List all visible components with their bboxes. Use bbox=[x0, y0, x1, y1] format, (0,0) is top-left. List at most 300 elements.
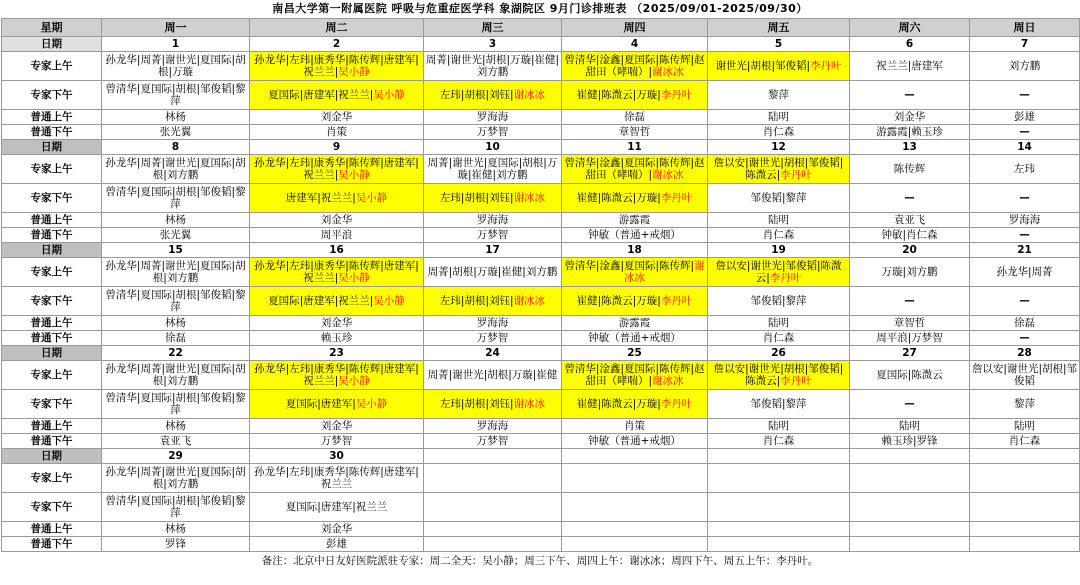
expert-pm-cell bbox=[970, 390, 1080, 419]
date-cell bbox=[424, 449, 562, 464]
doctor-names: 曾清华|夏国际|胡根|邹俊韬|黎萍 bbox=[105, 392, 246, 416]
normal-pm-cell: 钟敏（普通+戒烟） bbox=[562, 331, 708, 346]
date-label: 日期 bbox=[2, 140, 102, 155]
normal-pm-row bbox=[2, 434, 1080, 449]
normal-am-cell: 罗海海 bbox=[424, 213, 562, 228]
doctor-names: 左玮|胡根|刘钰| bbox=[439, 89, 514, 101]
date-cell: 5 bbox=[708, 37, 850, 52]
doctor-names: 曾清华|夏国际|胡根|邹俊韬|黎萍 bbox=[105, 186, 246, 210]
expert-am-label: 专家上午 bbox=[2, 155, 102, 184]
normal-am-cell: 游露霞 bbox=[562, 316, 708, 331]
expert-am-cell bbox=[562, 52, 708, 81]
date-cell: 19 bbox=[708, 243, 850, 258]
date-cell: 13 bbox=[850, 140, 970, 155]
doctor-names: 詹以安|谢世光|胡根|邹俊韬|陈溦云| bbox=[713, 157, 844, 181]
visiting-expert-name: 谢冰冰 bbox=[652, 66, 684, 78]
expert-pm-label: 专家下午 bbox=[2, 287, 102, 316]
doctor-names: 曾清华|淦鑫|夏国际|陈传辉| bbox=[564, 260, 695, 272]
normal-pm-cell: — bbox=[970, 331, 1080, 346]
expert-pm-cell bbox=[708, 184, 850, 213]
expert-am-label: 专家上午 bbox=[2, 361, 102, 390]
date-row bbox=[2, 140, 1080, 155]
date-cell: 20 bbox=[850, 243, 970, 258]
normal-pm-cell: 周平浪|万梦智 bbox=[850, 331, 970, 346]
visiting-expert-name: 谢冰冰 bbox=[624, 260, 705, 284]
expert-am-cell bbox=[708, 361, 850, 390]
doctor-names: 詹以安|谢世光|胡根|邹俊韬 bbox=[971, 363, 1078, 387]
normal-am-label: 普通上午 bbox=[2, 522, 102, 537]
doctor-names: 曾清华|淦鑫|夏国际|陈传辉|赵甜田（哮喘）| bbox=[564, 157, 705, 181]
expert-am-cell bbox=[102, 464, 250, 493]
normal-am-cell: 林杨 bbox=[102, 110, 250, 125]
normal-am-cell: 刘金华 bbox=[250, 522, 424, 537]
expert-pm-cell bbox=[102, 81, 250, 110]
doctor-names: 左玮|胡根|刘钰| bbox=[439, 295, 514, 307]
expert-pm-cell bbox=[250, 81, 424, 110]
visiting-expert-name: 吴小静 bbox=[355, 398, 388, 410]
normal-pm-cell: 肖仁森 bbox=[970, 434, 1080, 449]
doctor-names: 黎萍 bbox=[1014, 398, 1035, 410]
doctor-names: 陈传辉 bbox=[893, 163, 926, 175]
expert-am-cell bbox=[708, 52, 850, 81]
normal-am-cell: 林杨 bbox=[102, 419, 250, 434]
expert-pm-row bbox=[2, 81, 1080, 110]
doctor-names: 谢世光|胡根|邹俊韬| bbox=[715, 60, 811, 72]
expert-pm-cell bbox=[102, 493, 250, 522]
expert-am-row bbox=[2, 361, 1080, 390]
doctor-names: 夏国际|陈溦云 bbox=[876, 369, 943, 381]
normal-am-cell: 罗海海 bbox=[424, 316, 562, 331]
doctor-names: 孙龙华|周菁|谢世光|夏国际|胡根|刘方鹏 bbox=[105, 466, 246, 490]
visiting-expert-name: 李丹叶 bbox=[780, 375, 812, 387]
doctor-names: 詹以安|谢世光|邹俊韬|陈溦云| bbox=[715, 260, 842, 284]
date-cell: 4 bbox=[562, 37, 708, 52]
expert-pm-row bbox=[2, 184, 1080, 213]
doctor-names: 孙龙华|左玮|康秀华|陈传辉|唐建军|祝兰兰| bbox=[254, 363, 419, 387]
expert-am-cell bbox=[970, 155, 1080, 184]
expert-pm-cell bbox=[250, 184, 424, 213]
expert-pm-cell bbox=[970, 184, 1080, 213]
date-row bbox=[2, 346, 1080, 361]
expert-am-cell bbox=[562, 361, 708, 390]
normal-pm-cell: — bbox=[970, 125, 1080, 140]
visiting-expert-name: 李丹叶 bbox=[660, 192, 693, 204]
doctor-names: 祝兰兰|唐建军 bbox=[876, 60, 943, 72]
expert-am-cell bbox=[102, 361, 250, 390]
visiting-expert-name: 李丹叶 bbox=[810, 60, 842, 72]
expert-pm-cell bbox=[424, 493, 562, 522]
doctor-names: 夏国际|唐建军| bbox=[285, 398, 356, 410]
date-cell: 14 bbox=[970, 140, 1080, 155]
date-cell: 2 bbox=[250, 37, 424, 52]
visiting-expert-name: 谢冰冰 bbox=[513, 295, 546, 307]
expert-am-cell bbox=[562, 464, 708, 493]
expert-am-row bbox=[2, 155, 1080, 184]
date-cell: 18 bbox=[562, 243, 708, 258]
normal-pm-label: 普通下午 bbox=[2, 331, 102, 346]
date-cell: 1 bbox=[102, 37, 250, 52]
expert-pm-cell bbox=[708, 81, 850, 110]
normal-am-row bbox=[2, 419, 1080, 434]
visiting-expert-name: 吴小静 bbox=[355, 192, 388, 204]
expert-am-label: 专家上午 bbox=[2, 464, 102, 493]
normal-pm-cell: 徐磊 bbox=[102, 331, 250, 346]
doctor-names: 孙龙华|左玮|康秀华|陈传辉|唐建军|祝兰兰| bbox=[254, 54, 419, 78]
expert-pm-cell bbox=[424, 81, 562, 110]
schedule-title: 南昌大学第一附属医院 呼吸与危重症医学科 象湖院区 9月门诊排班表 （2025/09/01-2025/09/30） bbox=[272, 2, 808, 15]
doctor-names: 周菁|谢世光|胡根|万璇|崔健|刘方鹏 bbox=[425, 54, 560, 78]
visiting-expert-name: 谢冰冰 bbox=[513, 89, 546, 101]
expert-am-cell bbox=[250, 464, 424, 493]
normal-am-cell: 徐磊 bbox=[562, 110, 708, 125]
normal-pm-label: 普通下午 bbox=[2, 228, 102, 243]
date-cell: 10 bbox=[424, 140, 562, 155]
expert-pm-cell bbox=[250, 287, 424, 316]
doctor-names: — bbox=[904, 192, 915, 204]
doctor-names: — bbox=[1019, 89, 1030, 101]
expert-pm-label: 专家下午 bbox=[2, 184, 102, 213]
doctor-names: 孙龙华|周菁|谢世光|夏国际|胡根|刘方鹏 bbox=[105, 157, 246, 181]
normal-pm-label: 普通下午 bbox=[2, 125, 102, 140]
normal-am-row bbox=[2, 213, 1080, 228]
expert-am-cell bbox=[562, 258, 708, 287]
expert-pm-cell bbox=[708, 390, 850, 419]
expert-pm-cell bbox=[850, 493, 970, 522]
doctor-names: 黎萍 bbox=[768, 89, 789, 101]
normal-pm-cell: 张光翼 bbox=[102, 125, 250, 140]
expert-pm-cell bbox=[424, 390, 562, 419]
normal-pm-cell: 周平浪 bbox=[250, 228, 424, 243]
normal-am-cell: 陆明 bbox=[708, 316, 850, 331]
expert-pm-cell bbox=[424, 184, 562, 213]
normal-am-cell: 林杨 bbox=[102, 522, 250, 537]
expert-pm-cell bbox=[562, 287, 708, 316]
normal-am-label: 普通上午 bbox=[2, 213, 102, 228]
expert-pm-cell bbox=[850, 184, 970, 213]
normal-am-cell: 林杨 bbox=[102, 316, 250, 331]
date-cell bbox=[708, 449, 850, 464]
normal-pm-cell bbox=[970, 537, 1080, 552]
visiting-expert-name: 李丹叶 bbox=[660, 89, 693, 101]
expert-am-row bbox=[2, 464, 1080, 493]
expert-am-cell bbox=[424, 52, 562, 81]
expert-am-cell bbox=[970, 258, 1080, 287]
normal-pm-cell: 章智哲 bbox=[562, 125, 708, 140]
doctor-names: 孙龙华|左玮|康秀华|陈传辉|唐建军|祝兰兰| bbox=[254, 260, 419, 284]
date-cell: 25 bbox=[562, 346, 708, 361]
normal-pm-cell bbox=[708, 537, 850, 552]
expert-pm-cell bbox=[102, 184, 250, 213]
normal-pm-row bbox=[2, 228, 1080, 243]
visiting-expert-name: 谢冰冰 bbox=[652, 375, 684, 387]
expert-pm-cell bbox=[970, 81, 1080, 110]
normal-pm-cell: 肖仁森 bbox=[708, 331, 850, 346]
expert-pm-cell bbox=[970, 287, 1080, 316]
schedule-table bbox=[1, 18, 1080, 552]
visiting-expert-name: 谢冰冰 bbox=[513, 192, 546, 204]
doctor-names: 曾清华|夏国际|胡根|邹俊韬|黎萍 bbox=[105, 495, 246, 519]
header-day-mon: 周一 bbox=[102, 19, 250, 37]
date-cell: 12 bbox=[708, 140, 850, 155]
expert-am-cell bbox=[250, 361, 424, 390]
date-cell: 17 bbox=[424, 243, 562, 258]
normal-pm-cell bbox=[850, 537, 970, 552]
expert-pm-cell bbox=[102, 287, 250, 316]
date-cell: 26 bbox=[708, 346, 850, 361]
normal-pm-cell: 钟敏（普通+戒烟） bbox=[562, 228, 708, 243]
expert-pm-cell bbox=[850, 390, 970, 419]
expert-am-label: 专家上午 bbox=[2, 52, 102, 81]
normal-am-cell: 刘金华 bbox=[850, 110, 970, 125]
date-cell: 15 bbox=[102, 243, 250, 258]
normal-am-cell bbox=[970, 522, 1080, 537]
doctor-names: 曾清华|淦鑫|夏国际|陈传辉|赵甜田（哮喘）| bbox=[564, 363, 705, 387]
normal-pm-cell: 钟敏（普通+戒烟） bbox=[562, 434, 708, 449]
date-cell: 9 bbox=[250, 140, 424, 155]
expert-am-cell bbox=[250, 155, 424, 184]
normal-pm-cell: 彭雄 bbox=[250, 537, 424, 552]
expert-pm-row bbox=[2, 493, 1080, 522]
doctor-names: — bbox=[1019, 192, 1030, 204]
header-day-wed: 周三 bbox=[424, 19, 562, 37]
expert-pm-cell bbox=[850, 287, 970, 316]
date-cell: 8 bbox=[102, 140, 250, 155]
normal-pm-cell: 袁亚飞 bbox=[102, 434, 250, 449]
date-cell: 16 bbox=[250, 243, 424, 258]
normal-am-cell: 罗海海 bbox=[424, 419, 562, 434]
normal-am-cell: 林杨 bbox=[102, 213, 250, 228]
normal-pm-cell: 万梦智 bbox=[250, 434, 424, 449]
doctor-names: 周菁|谢世光|胡根|万璇|崔健 bbox=[427, 369, 558, 381]
date-cell: 24 bbox=[424, 346, 562, 361]
expert-am-cell bbox=[850, 258, 970, 287]
doctor-names: 孙龙华|左玮|康秀华|陈传辉|唐建军|祝兰兰| bbox=[254, 157, 419, 181]
expert-pm-cell bbox=[102, 390, 250, 419]
normal-am-cell bbox=[708, 522, 850, 537]
normal-am-cell: 罗海海 bbox=[424, 110, 562, 125]
expert-am-label: 专家上午 bbox=[2, 258, 102, 287]
visiting-expert-name: 吴小静 bbox=[338, 66, 370, 78]
normal-am-cell: 袁亚飞 bbox=[850, 213, 970, 228]
normal-pm-cell: 游露霞|赖玉珍 bbox=[850, 125, 970, 140]
expert-pm-label: 专家下午 bbox=[2, 81, 102, 110]
doctor-names: 邹俊韬|黎萍 bbox=[750, 398, 807, 410]
doctor-names: 崔健|陈溦云|万璇| bbox=[576, 398, 661, 410]
normal-pm-label: 普通下午 bbox=[2, 537, 102, 552]
doctor-names: 曾清华|夏国际|胡根|邹俊韬|黎萍 bbox=[105, 83, 246, 107]
expert-am-cell bbox=[708, 155, 850, 184]
header-day-sun: 周日 bbox=[970, 19, 1080, 37]
expert-am-cell bbox=[970, 361, 1080, 390]
normal-pm-cell: — bbox=[970, 228, 1080, 243]
doctor-names: 孙龙华|左玮|康秀华|陈传辉|唐建军|祝兰兰 bbox=[254, 466, 419, 490]
expert-am-cell bbox=[970, 464, 1080, 493]
normal-am-row bbox=[2, 110, 1080, 125]
header-row bbox=[2, 19, 1080, 37]
header-day-sat: 周六 bbox=[850, 19, 970, 37]
expert-pm-row bbox=[2, 287, 1080, 316]
expert-pm-cell bbox=[970, 493, 1080, 522]
date-cell bbox=[562, 449, 708, 464]
visiting-expert-name: 吴小静 bbox=[338, 169, 370, 181]
doctor-names: 夏国际|唐建军|祝兰兰| bbox=[268, 295, 374, 307]
normal-am-cell: 陆明 bbox=[708, 419, 850, 434]
expert-am-cell bbox=[850, 464, 970, 493]
doctor-names: 崔健|陈溦云|万璇| bbox=[576, 89, 661, 101]
expert-am-cell bbox=[424, 464, 562, 493]
doctor-names: 唐建军|祝兰兰| bbox=[285, 192, 356, 204]
expert-am-cell bbox=[102, 52, 250, 81]
date-cell bbox=[850, 449, 970, 464]
visiting-expert-name: 李丹叶 bbox=[769, 272, 802, 284]
normal-am-row bbox=[2, 316, 1080, 331]
normal-pm-cell bbox=[424, 537, 562, 552]
expert-am-cell bbox=[424, 258, 562, 287]
expert-am-cell bbox=[424, 155, 562, 184]
date-label: 日期 bbox=[2, 346, 102, 361]
header-day-tue: 周二 bbox=[250, 19, 424, 37]
normal-pm-cell: 赖玉珍|罗锋 bbox=[850, 434, 970, 449]
expert-am-cell bbox=[850, 52, 970, 81]
expert-am-row bbox=[2, 52, 1080, 81]
expert-pm-cell bbox=[250, 390, 424, 419]
normal-pm-cell: 肖仁森 bbox=[708, 125, 850, 140]
expert-pm-cell bbox=[562, 81, 708, 110]
normal-am-cell bbox=[850, 522, 970, 537]
date-row bbox=[2, 37, 1080, 52]
doctor-names: — bbox=[904, 398, 915, 410]
expert-am-cell bbox=[424, 361, 562, 390]
normal-pm-cell: 肖策 bbox=[250, 125, 424, 140]
normal-am-cell: 刘金华 bbox=[250, 213, 424, 228]
date-cell: 29 bbox=[102, 449, 250, 464]
normal-am-row bbox=[2, 522, 1080, 537]
visiting-expert-name: 李丹叶 bbox=[660, 295, 693, 307]
normal-am-label: 普通上午 bbox=[2, 419, 102, 434]
doctor-names: 孙龙华|周菁|谢世光|夏国际|胡根|刘方鹏 bbox=[105, 260, 246, 284]
normal-am-cell: 陆明 bbox=[970, 419, 1080, 434]
date-label: 日期 bbox=[2, 449, 102, 464]
doctor-names: 崔健|陈溦云|万璇| bbox=[576, 192, 661, 204]
expert-pm-cell bbox=[562, 390, 708, 419]
date-cell: 28 bbox=[970, 346, 1080, 361]
doctor-names: 孙龙华|周菁|谢世光|夏国际|胡根|刘方鹏 bbox=[105, 363, 246, 387]
doctor-names: 詹以安|谢世光|胡根|邹俊韬|陈溦云| bbox=[713, 363, 844, 387]
doctor-names: 邹俊韬|黎萍 bbox=[750, 295, 807, 307]
normal-pm-cell: 万梦智 bbox=[424, 125, 562, 140]
expert-am-cell bbox=[562, 155, 708, 184]
expert-pm-cell bbox=[562, 184, 708, 213]
normal-am-cell: 刘金华 bbox=[250, 419, 424, 434]
visiting-expert-name: 谢冰冰 bbox=[513, 398, 546, 410]
visiting-expert-name: 吴小静 bbox=[373, 89, 405, 101]
expert-pm-label: 专家下午 bbox=[2, 493, 102, 522]
doctor-names: 左玮|胡根|刘钰| bbox=[439, 192, 514, 204]
normal-am-cell: 章智哲 bbox=[850, 316, 970, 331]
date-row bbox=[2, 449, 1080, 464]
date-cell: 27 bbox=[850, 346, 970, 361]
header-weekday-label: 星期 bbox=[2, 19, 102, 37]
normal-pm-cell: 罗锋 bbox=[102, 537, 250, 552]
expert-am-cell bbox=[102, 155, 250, 184]
normal-pm-cell: 赖玉珍 bbox=[250, 331, 424, 346]
expert-pm-cell bbox=[250, 493, 424, 522]
visiting-expert-name: 吴小静 bbox=[338, 272, 370, 284]
doctor-names: 周菁|谢世光|夏国际|胡根|万璇|崔健|刘方鹏 bbox=[427, 157, 558, 181]
date-cell: 7 bbox=[970, 37, 1080, 52]
date-row bbox=[2, 243, 1080, 258]
doctor-names: 夏国际|唐建军|祝兰兰 bbox=[285, 501, 388, 513]
normal-am-cell bbox=[562, 522, 708, 537]
normal-pm-cell: 肖仁森 bbox=[708, 228, 850, 243]
date-cell: 11 bbox=[562, 140, 708, 155]
expert-pm-cell bbox=[708, 493, 850, 522]
normal-pm-row bbox=[2, 125, 1080, 140]
normal-pm-row bbox=[2, 331, 1080, 346]
normal-am-label: 普通上午 bbox=[2, 316, 102, 331]
normal-pm-cell: 肖仁森 bbox=[708, 434, 850, 449]
normal-pm-row bbox=[2, 537, 1080, 552]
expert-am-row bbox=[2, 258, 1080, 287]
expert-am-cell bbox=[250, 258, 424, 287]
visiting-expert-name: 吴小静 bbox=[338, 375, 370, 387]
expert-pm-cell bbox=[424, 287, 562, 316]
header-day-thu: 周四 bbox=[562, 19, 708, 37]
normal-am-cell: 陆明 bbox=[850, 419, 970, 434]
normal-am-cell bbox=[424, 522, 562, 537]
date-label: 日期 bbox=[2, 243, 102, 258]
date-cell: 30 bbox=[250, 449, 424, 464]
expert-am-cell bbox=[970, 52, 1080, 81]
visiting-expert-name: 李丹叶 bbox=[660, 398, 693, 410]
expert-am-cell bbox=[708, 258, 850, 287]
doctor-names: 曾清华|淦鑫|夏国际|陈传辉|赵甜田（哮喘）| bbox=[564, 54, 705, 78]
visiting-expert-name: 谢冰冰 bbox=[652, 169, 684, 181]
doctor-names: — bbox=[1019, 295, 1030, 307]
doctor-names: — bbox=[904, 89, 915, 101]
normal-pm-cell: 万梦智 bbox=[424, 331, 562, 346]
doctor-names: 孙龙华|周菁|谢世光|夏国际|胡根|万璇 bbox=[105, 54, 246, 78]
normal-pm-cell: 钟敏|肖仁森 bbox=[850, 228, 970, 243]
date-cell: 23 bbox=[250, 346, 424, 361]
expert-am-cell bbox=[250, 52, 424, 81]
expert-pm-row bbox=[2, 390, 1080, 419]
normal-am-cell: 陆明 bbox=[708, 213, 850, 228]
expert-am-cell bbox=[850, 155, 970, 184]
normal-am-cell: 刘金华 bbox=[250, 316, 424, 331]
date-cell: 3 bbox=[424, 37, 562, 52]
header-day-fri: 周五 bbox=[708, 19, 850, 37]
normal-am-cell: 徐磊 bbox=[970, 316, 1080, 331]
doctor-names: 夏国际|唐建军|祝兰兰| bbox=[268, 89, 374, 101]
date-cell: 22 bbox=[102, 346, 250, 361]
date-cell: 21 bbox=[970, 243, 1080, 258]
normal-am-cell: 肖策 bbox=[562, 419, 708, 434]
normal-am-cell: 彭雄 bbox=[970, 110, 1080, 125]
expert-pm-cell bbox=[850, 81, 970, 110]
doctor-names: 左玮|胡根|刘钰| bbox=[439, 398, 514, 410]
doctor-names: 曾清华|夏国际|胡根|邹俊韬|黎萍 bbox=[105, 289, 246, 313]
normal-pm-cell: 万梦智 bbox=[424, 434, 562, 449]
expert-pm-cell bbox=[562, 493, 708, 522]
expert-am-cell bbox=[850, 361, 970, 390]
doctor-names: 左玮 bbox=[1014, 163, 1035, 175]
expert-pm-label: 专家下午 bbox=[2, 390, 102, 419]
expert-am-cell bbox=[102, 258, 250, 287]
doctor-names: — bbox=[904, 295, 915, 307]
normal-am-cell: 游露霞 bbox=[562, 213, 708, 228]
normal-pm-cell: 万梦智 bbox=[424, 228, 562, 243]
